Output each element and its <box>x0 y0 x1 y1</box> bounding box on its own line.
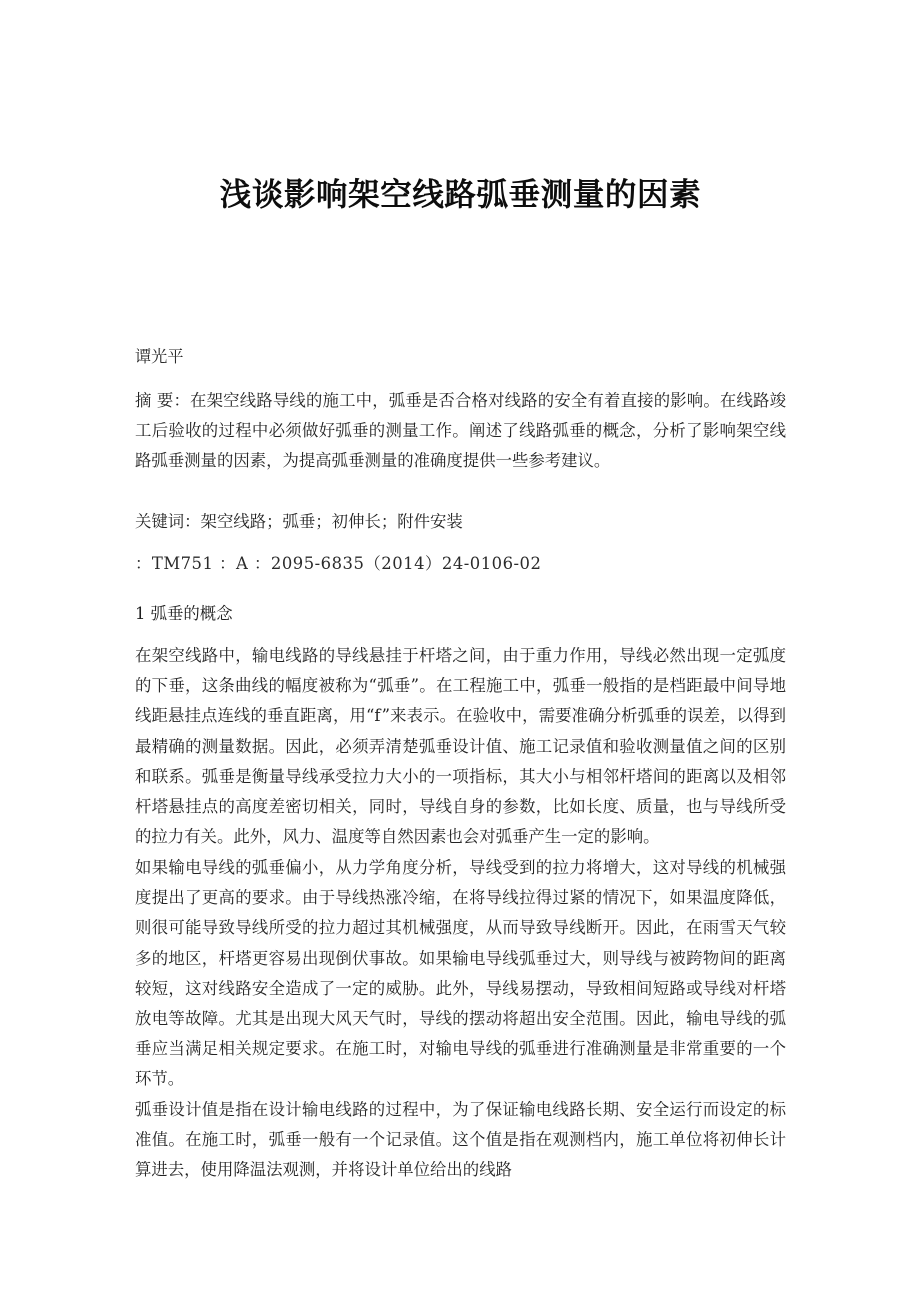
abstract-paragraph: 摘 要：在架空线路导线的施工中，弧垂是否合格对线路的安全有着直接的影响。在线路竣工后验收的过程中必须做好弧垂的测量工作。阐述了线路弧垂的概念，分析了影响架空线路弧垂测量的因素，为提高弧垂测量的准确度提供一些参考建议。 <box>135 391 786 471</box>
classification-number-line: ：TM751 ：A ：2095-6835（2014）24-0106-02 <box>135 554 542 573</box>
page-title: 浅谈影响架空线路弧垂测量的因素 <box>219 177 702 213</box>
body-paragraph: 在架空线路中，输电线路的导线悬挂于杆塔之间，由于重力作用，导线必然出现一定弧度的下垂，这条曲线的幅度被称为“弧垂”。在工程施工中，弧垂一般指的是档距最中间导地线距悬挂点连线的垂直距离，用“f”来表示。在验收中，需要准确分析弧垂的误差，以得到最精确的测量数据。因此，必须弄清楚弧垂设计值、施工记录值和验收测量值之间的区别和联系。弧垂是衡量导线承受拉力大小的一项指标，其大小与相邻杆塔间的距离以及相邻杆塔悬挂点的高度差密切相关，同时，导线自身的参数，比如长度、质量，也与导线所受的拉力有关。此外，风力、温度等自然因素也会对弧垂产生一定的影响。 <box>135 646 786 847</box>
author-name: 谭光平 <box>135 347 184 366</box>
body-paragraph: 弧垂设计值是指在设计输电线路的过程中，为了保证输电线路长期、安全运行而设定的标准值。在施工时，弧垂一般有一个记录值。这个值是指在观测档内，施工单位将初伸长计算进去，使用降温法观测，并将设计单位给出的线路 <box>135 1100 786 1180</box>
body-paragraph: 如果输电导线的弧垂偏小，从力学角度分析，导线受到的拉力将增大，这对导线的机械强度提出了更高的要求。由于导线热涨冷缩，在将导线拉得过紧的情况下，如果温度降低，则很可能导致导线所受的拉力超过其机械强度，从而导致导线断开。因此，在雨雪天气较多的地区，杆塔更容易出现倒伏事故。如果输电导线弧垂过大，则导线与被跨物间的距离较短，这对线路安全造成了一定的威胁。此外，导线易摆动，导致相间短路或导线对杆塔放电等故障。尤其是出现大风天气时，导线的摆动将超出安全范围。因此，输电导线的弧垂应当满足相关规定要求。在施工时，对输电导线的弧垂进行准确测量是非常重要的一个环节。 <box>135 858 786 1089</box>
section-heading-1: 1 弧垂的概念 <box>135 604 233 623</box>
keywords-line: 关键词：架空线路；弧垂；初伸长；附件安装 <box>135 512 463 531</box>
